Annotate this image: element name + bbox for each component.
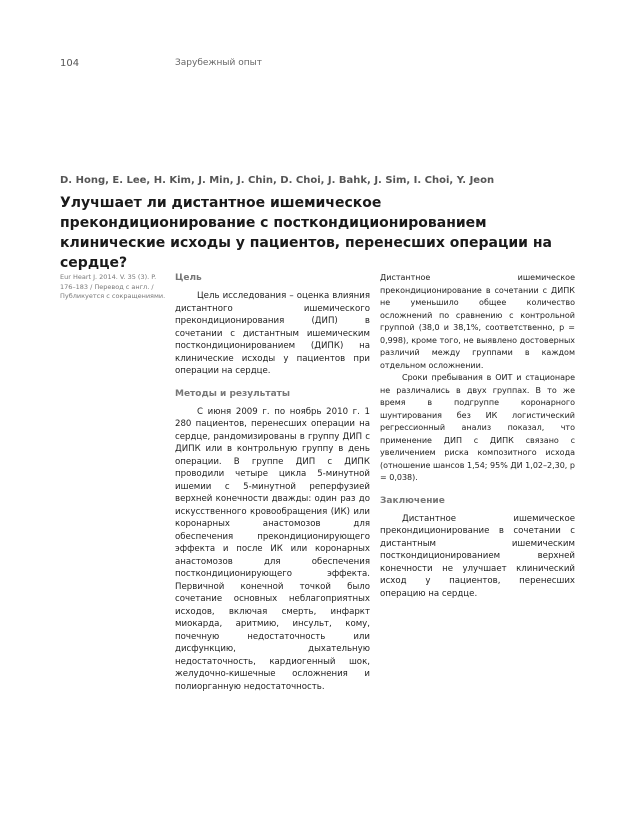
section-heading-aim: Цель [175, 273, 202, 283]
section-heading-conclusion: Заключение [380, 495, 445, 506]
conclusion-text: Дистантное ишемическое прекондиционирование в сочетании с дистантным ишемическим посткондиционированием верхней конечности не улучшает клинический исход у пациентов, перенесших операцию на сердце. [380, 513, 575, 599]
column-left [175, 272, 370, 693]
column-right [380, 272, 575, 600]
section-heading-methods: Методы и результаты [175, 388, 291, 399]
authors: D. Hong, E. Lee, H. Kim, J. Min, J. Chin, D. Choi, J. Bahk, J. Sim, I. Choi, Y. Jeon [60, 175, 495, 186]
running-head: Зарубежный опыт [175, 58, 262, 68]
methods-text-continued-2: Сроки пребывания в ОИТ и стационаре не различались в двух группах. В то же время в подгруппе коронарного шунтирования без ИК логистический регрессионный анализ показал, что применение ДИП с ДИПК связано с увеличением риска композитного исхода (отношение шансов 1,54; 95% ДИ 1,02–2,30, p = 0,038). [380, 373, 575, 482]
methods-text-continued: Дистантное ишемическое прекондиционирование в сочетании с ДИПК не уменьшило общее количество осложнений по сравнению с контрольной группой (38,0 и 38,1%, соответственно, p = 0,998), кроме того, не выявлено достоверных различий между группами в каждом отдельном осложнении. [380, 273, 575, 370]
methods-text: С июня 2009 г. по ноябрь 2010 г. 1 280 пациентов, перенесших операции на сердце, рандомизированы в группу ДИП с ДИПК или в контрольную группу в день операции. В группе ДИП с ДИПК проводили четыре цикла 5-минутной ишемии с 5-минутной реперфузией верхней конечности дважды: один раз до искусственного кровообращения (ИК) или коронарных анастомозов для обеспечения прекондиционирующего эффекта и после ИК или коронарных анастомозов для обеспечения посткондиционирующего эффекта. Первичной конечной точкой было сочетание основных неблагоприятных исходов, включая смерть, инфаркт миокарда, аритмию, инсульт, кому, почечную недостаточность или дисфункцию, дыхательную недостаточность, кардиогенный шок, желудочно-кишечные осложнения и полиорганную недостаточность. [175, 406, 370, 692]
page-number: 104 [60, 58, 80, 69]
aim-text: Цель исследования – оценка влияния дистантного ишемического прекондиционирования (ДИП) в сочетании с дистантным ишемическим посткондиционированием (ДИПК) на клинические исходы у пациентов при операции на сердце. [175, 291, 370, 376]
citation: Eur Heart J. 2014. V. 35 (3). P. 176–183 / Перевод с англ. / Публикуется с сокращениями. [60, 273, 166, 300]
article-title: Улучшает ли дистантное ишемическое прекондиционирование с посткондиционированием клинические исходы у пациентов, перенесших операции на сердце? [60, 195, 552, 271]
